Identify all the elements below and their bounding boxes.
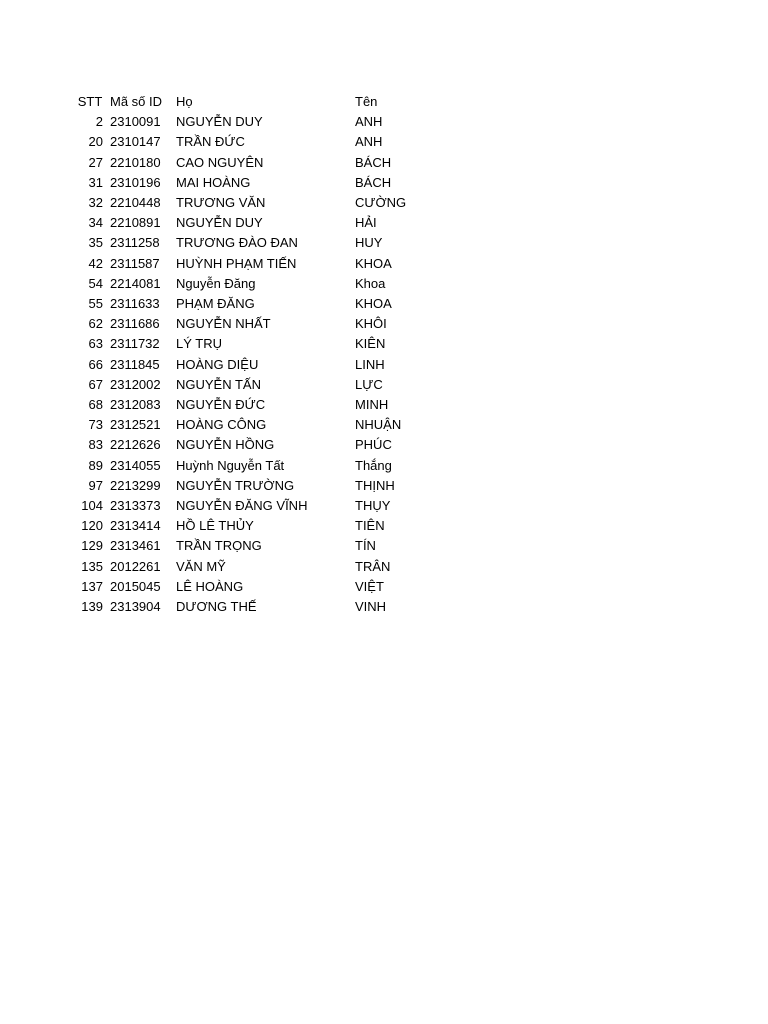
table-row	[70, 314, 445, 334]
table-row	[70, 577, 445, 597]
cell-id: 2311845	[110, 356, 160, 372]
table-row	[70, 355, 445, 375]
cell-stt: 34	[88, 215, 103, 231]
table-row	[70, 112, 445, 132]
cell-stt: 67	[88, 376, 103, 392]
cell-first-name: VINH	[355, 599, 387, 615]
cell-stt: 73	[88, 417, 103, 433]
cell-first-name: LINH	[355, 356, 385, 372]
cell-stt: 55	[88, 296, 103, 312]
cell-stt: 68	[88, 397, 103, 413]
cell-stt: 32	[88, 195, 103, 211]
cell-last-name: CAO NGUYÊN	[176, 154, 264, 170]
cell-stt: 129	[81, 538, 103, 554]
cell-stt: 66	[88, 356, 103, 372]
header-first-name: Tên	[355, 94, 378, 109]
cell-last-name: TRƯƠNG VĂN	[176, 195, 266, 211]
cell-id: 2311258	[110, 235, 160, 251]
table-row	[70, 456, 445, 476]
cell-first-name: Khoa	[355, 275, 386, 291]
cell-id: 2012261	[110, 558, 161, 574]
cell-first-name: ANH	[355, 114, 383, 130]
cell-first-name: NHUẬN	[355, 417, 402, 433]
cell-stt: 42	[88, 255, 103, 271]
cell-id: 2210448	[110, 195, 161, 211]
cell-id: 2213299	[110, 477, 161, 493]
cell-stt: 97	[88, 477, 103, 493]
table-row	[70, 516, 445, 536]
table-row	[70, 334, 445, 354]
table-row	[70, 213, 445, 233]
table-row	[70, 536, 445, 556]
cell-id: 2312083	[110, 397, 161, 413]
table-row	[70, 435, 445, 455]
cell-last-name: Huỳnh Nguyễn Tất	[176, 457, 285, 473]
cell-last-name: NGUYỄN ĐĂNG VĨNH	[176, 498, 308, 514]
cell-first-name: KIÊN	[355, 336, 386, 352]
cell-first-name: TÍN	[355, 538, 376, 554]
cell-last-name: NGUYỄN HỒNG	[176, 437, 275, 453]
cell-last-name: LÊ HOÀNG	[176, 578, 244, 594]
cell-stt: 35	[88, 235, 103, 251]
cell-last-name: NGUYỄN NHẤT	[176, 316, 271, 332]
cell-id: 2312002	[110, 376, 161, 392]
cell-first-name: VIỆT	[355, 578, 384, 594]
cell-stt: 139	[81, 599, 103, 615]
cell-last-name: HOÀNG DIỆU	[176, 356, 259, 372]
cell-stt: 27	[88, 154, 103, 170]
student-list-sheet	[70, 92, 445, 617]
cell-id: 2313373	[110, 498, 161, 514]
cell-id: 2310147	[110, 134, 161, 150]
cell-id: 2311732	[110, 336, 160, 352]
cell-first-name: CƯỜNG	[355, 195, 407, 211]
table-row	[70, 233, 445, 253]
cell-first-name: Thắng	[355, 457, 392, 473]
cell-id: 2310196	[110, 174, 161, 190]
cell-stt: 2	[95, 114, 103, 130]
cell-last-name: NGUYỄN TẤN	[176, 376, 261, 392]
table-row	[70, 173, 445, 193]
cell-last-name: TRẦN TRỌNG	[176, 538, 262, 554]
cell-last-name: MAI HOÀNG	[176, 174, 251, 190]
cell-id: 2313414	[110, 518, 161, 534]
cell-stt: 20	[88, 134, 103, 150]
cell-first-name: TRÂN	[355, 558, 391, 574]
cell-id: 2314055	[110, 457, 161, 473]
table-body	[70, 112, 445, 617]
table-row	[70, 375, 445, 395]
cell-last-name: TRẦN ĐỨC	[176, 134, 245, 150]
cell-first-name: LỰC	[355, 376, 383, 392]
cell-id: 2210891	[110, 215, 161, 231]
table-row	[70, 132, 445, 152]
cell-id: 2311633	[110, 296, 160, 312]
cell-last-name: Nguyễn Đăng	[176, 275, 256, 291]
cell-first-name: BÁCH	[355, 174, 392, 190]
cell-stt: 120	[81, 518, 103, 534]
cell-stt: 89	[88, 457, 103, 473]
cell-stt: 83	[88, 437, 103, 453]
cell-last-name: TRƯƠNG ĐÀO ĐAN	[176, 235, 298, 251]
table-row	[70, 476, 445, 496]
cell-last-name: DƯƠNG THẾ	[176, 599, 257, 615]
cell-first-name: MINH	[355, 397, 389, 413]
table-row	[70, 274, 445, 294]
cell-id: 2313904	[110, 599, 161, 615]
cell-stt: 135	[81, 558, 103, 574]
cell-first-name: THỤY	[355, 498, 391, 514]
cell-id: 2311686	[110, 316, 160, 332]
cell-last-name: HOÀNG CÔNG	[176, 417, 267, 433]
cell-first-name: KHOA	[355, 296, 392, 312]
table-row	[70, 153, 445, 173]
cell-first-name: THỊNH	[355, 477, 395, 493]
cell-stt: 54	[88, 275, 103, 291]
table-row	[70, 415, 445, 435]
cell-id: 2310091	[110, 114, 161, 130]
cell-first-name: TIÊN	[355, 518, 385, 534]
cell-stt: 62	[88, 316, 103, 332]
cell-first-name: BÁCH	[355, 154, 392, 170]
cell-id: 2313461	[110, 538, 161, 554]
cell-id: 2210180	[110, 154, 161, 170]
cell-first-name: HẢI	[355, 215, 377, 231]
cell-stt: 63	[88, 336, 103, 352]
cell-last-name: VĂN MỸ	[176, 558, 226, 574]
table-row	[70, 193, 445, 213]
cell-id: 2311587	[110, 255, 160, 271]
cell-last-name: NGUYỄN TRƯỜNG	[176, 477, 295, 493]
cell-stt: 137	[81, 578, 103, 594]
cell-last-name: PHẠM ĐĂNG	[176, 296, 255, 312]
table-row	[70, 294, 445, 314]
cell-first-name: HUY	[355, 235, 383, 251]
cell-first-name: KHÔI	[355, 316, 387, 332]
cell-first-name: ANH	[355, 134, 383, 150]
table-row	[70, 254, 445, 274]
cell-id: 2015045	[110, 578, 161, 594]
cell-last-name: LÝ TRỤ	[176, 336, 222, 352]
cell-stt: 104	[81, 498, 103, 514]
cell-first-name: KHOA	[355, 255, 392, 271]
cell-first-name: PHÚC	[355, 437, 392, 453]
cell-id: 2214081	[110, 275, 161, 291]
cell-stt: 31	[88, 174, 103, 190]
cell-id: 2312521	[110, 417, 161, 433]
cell-last-name: NGUYỄN DUY	[176, 114, 263, 130]
table-row	[70, 395, 445, 415]
table-row	[70, 496, 445, 516]
header-last-name: Họ	[176, 94, 193, 109]
header-stt: STT	[77, 94, 103, 109]
table-row	[70, 557, 445, 577]
cell-last-name: NGUYỄN ĐỨC	[176, 397, 266, 413]
cell-last-name: HUỲNH PHẠM TIẾN	[176, 255, 297, 271]
cell-last-name: NGUYỄN DUY	[176, 215, 263, 231]
cell-last-name: HỒ LÊ THỦY	[176, 518, 254, 534]
table-row	[70, 597, 445, 617]
header-id: Mã số ID	[110, 94, 163, 109]
table-header-row	[70, 92, 445, 112]
student-table	[70, 92, 445, 617]
cell-id: 2212626	[110, 437, 161, 453]
